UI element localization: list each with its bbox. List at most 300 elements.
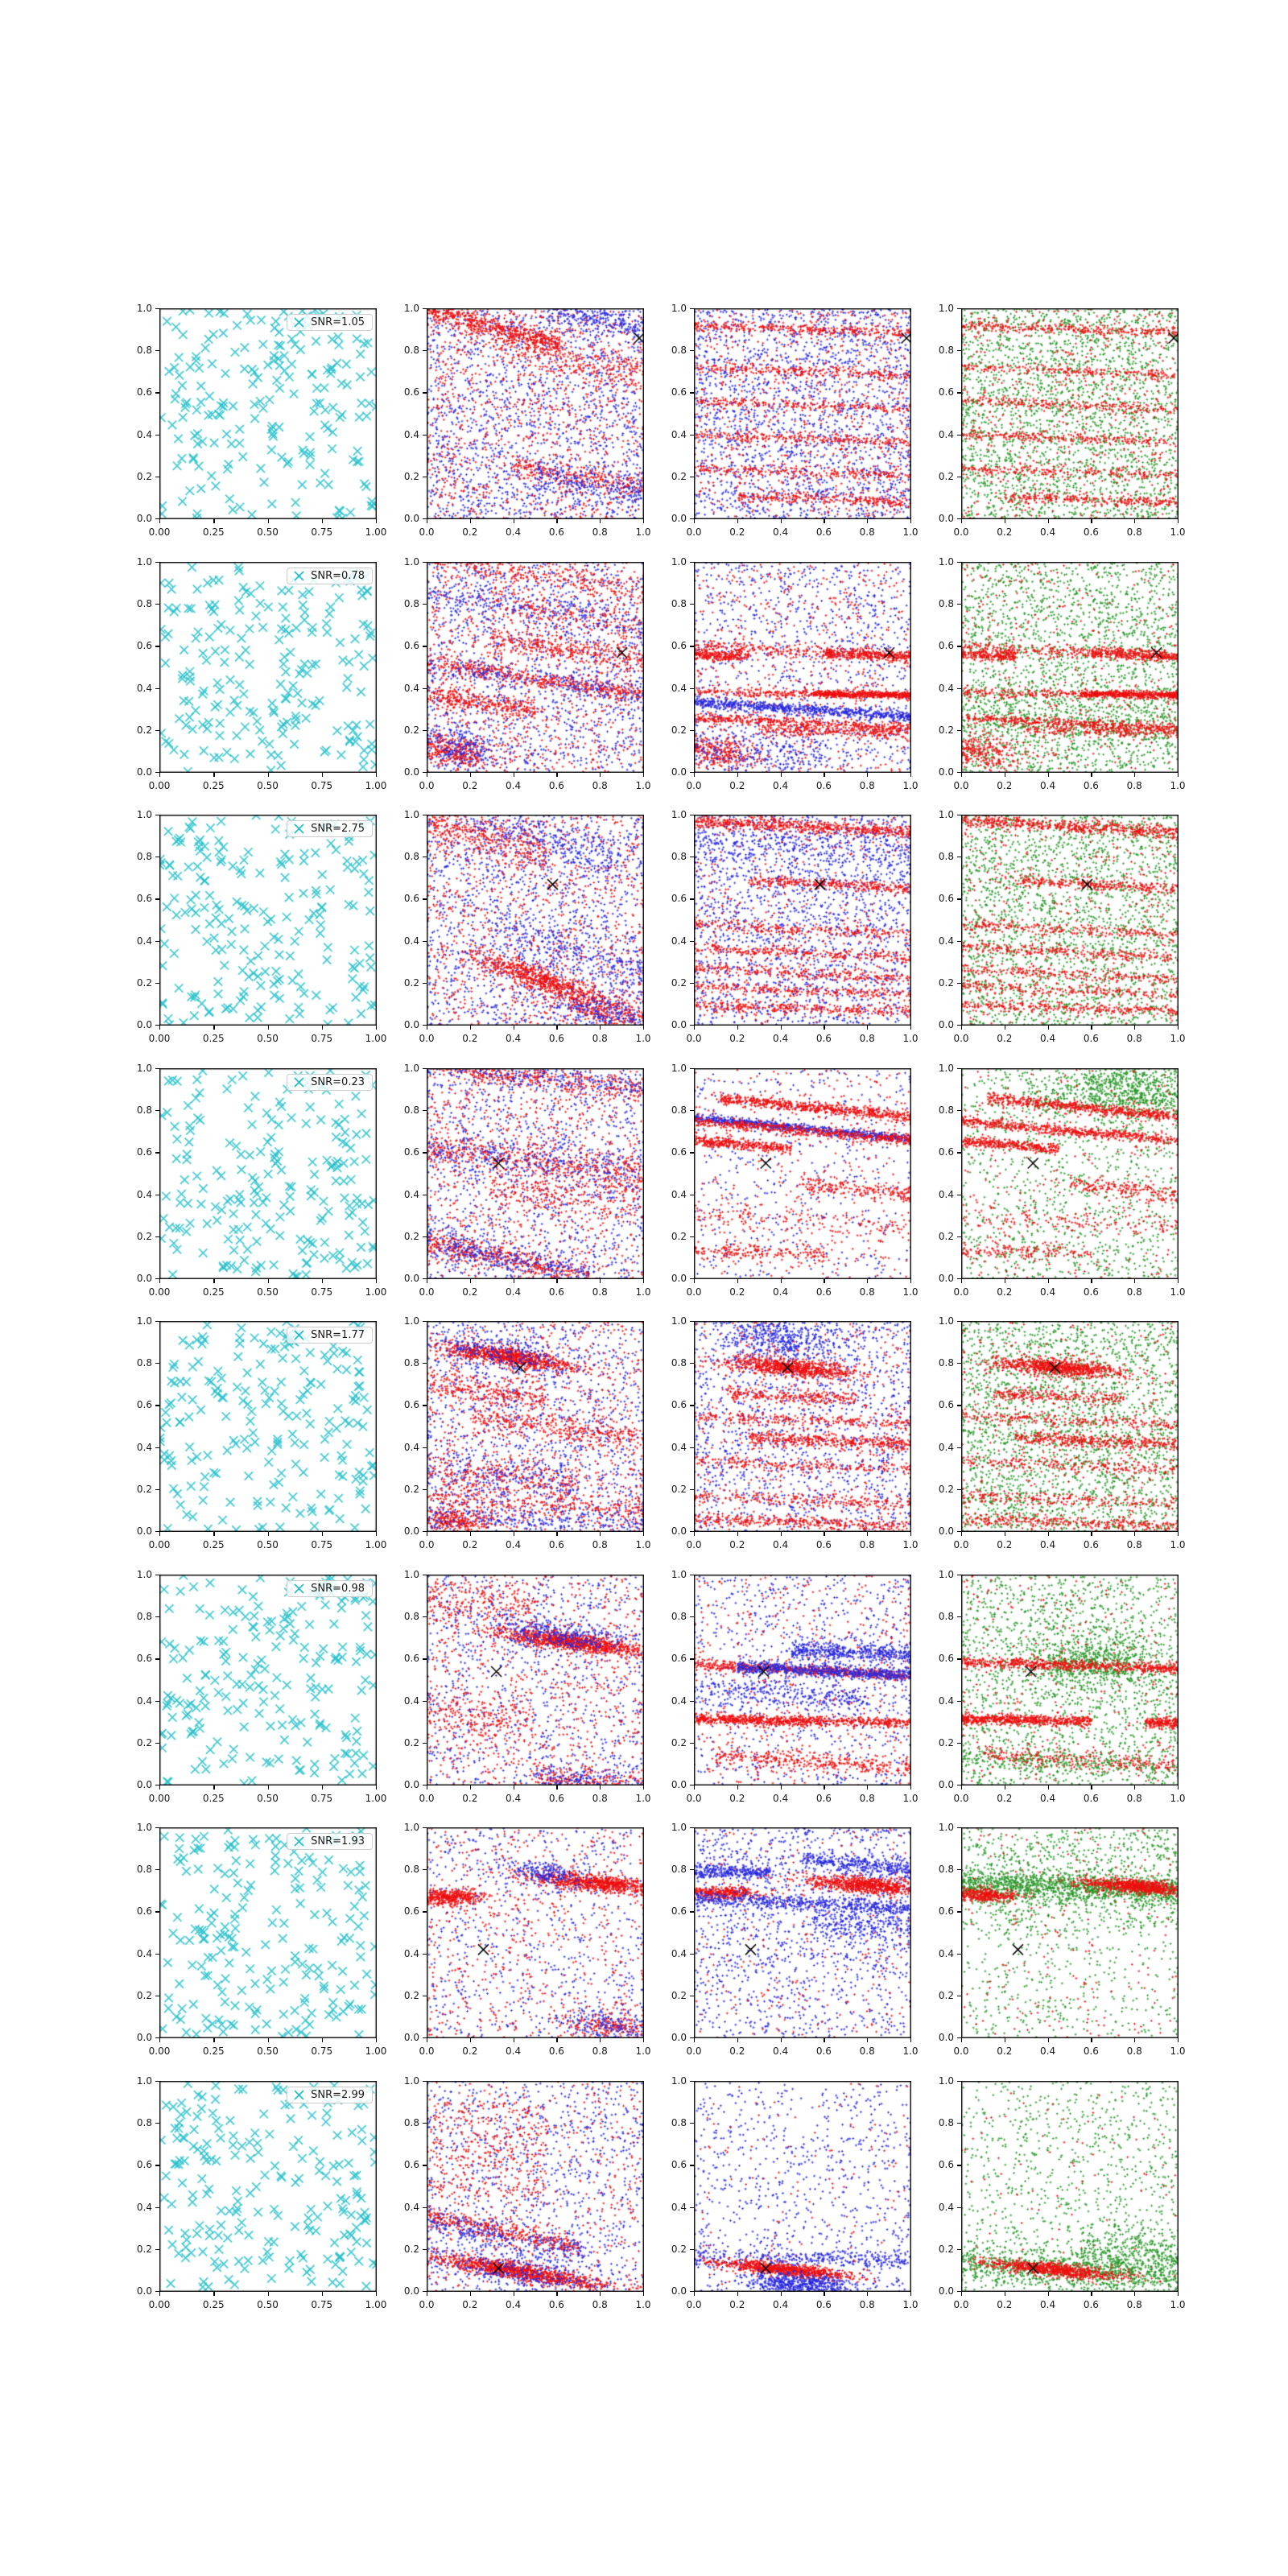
- x-tick-mark: [643, 1279, 644, 1283]
- x-tick-label: 0.50: [257, 1033, 279, 1044]
- x-tick-label: 0.2: [462, 780, 478, 791]
- x-tick-label: 0.2: [462, 526, 478, 538]
- x-tick-label: 1.0: [635, 780, 651, 791]
- subplot-row1-col2: [403, 303, 651, 538]
- scatter-canvas: [427, 1827, 644, 2038]
- y-tick-mark: [155, 308, 159, 309]
- x-tick-label: 0.0: [953, 526, 969, 538]
- x-tick-label: 0.00: [148, 2046, 171, 2057]
- y-tick-label: 0.8: [136, 2117, 152, 2129]
- x-tick-mark: [1091, 773, 1092, 777]
- x-tick-label: 0.8: [592, 1033, 608, 1044]
- y-tick-mark: [155, 898, 159, 899]
- y-tick-label: 0.6: [136, 1905, 152, 1918]
- y-tick-mark: [155, 730, 159, 731]
- y-tick-mark: [155, 688, 159, 689]
- y-tick-mark: [155, 1531, 159, 1532]
- y-tick-label: 0.2: [938, 1230, 954, 1242]
- y-tick-label: 0.0: [938, 766, 954, 778]
- y-tick-label: 0.2: [403, 724, 419, 736]
- y-tick-mark: [690, 1025, 694, 1026]
- y-tick-mark: [155, 350, 159, 351]
- y-tick-label: 1.0: [136, 303, 152, 314]
- y-tick-mark: [957, 1658, 961, 1659]
- legend-label: SNR=0.78: [311, 570, 365, 582]
- x-tick-mark: [376, 2292, 377, 2296]
- x-tick-mark: [1134, 773, 1135, 777]
- y-tick-label: 0.0: [938, 2032, 954, 2043]
- y-tick-mark: [690, 2207, 694, 2208]
- y-tick-label: 0.2: [938, 470, 954, 482]
- x-tick-label: 0.6: [548, 780, 564, 791]
- y-tick-mark: [155, 518, 159, 519]
- x-tick-mark: [910, 1532, 911, 1536]
- y-tick-label: 0.0: [938, 1525, 954, 1537]
- x-tick-label: 0.8: [1126, 1539, 1142, 1550]
- y-tick-mark: [690, 1616, 694, 1617]
- x-tick-mark: [1091, 1532, 1092, 1536]
- y-tick-label: 0.0: [403, 513, 419, 524]
- y-tick-mark: [957, 1827, 961, 1828]
- x-tick-label: 0.25: [202, 1286, 225, 1298]
- legend: [287, 1580, 373, 1597]
- y-tick-mark: [155, 392, 159, 393]
- x-tick-label: 0.25: [202, 526, 225, 538]
- y-tick-mark: [155, 1236, 159, 1237]
- y-tick-mark: [423, 518, 427, 519]
- legend-label: SNR=2.99: [311, 2089, 365, 2101]
- x-tick-label: 0.4: [1040, 1033, 1056, 1044]
- y-tick-label: 0.6: [136, 1653, 152, 1665]
- x-tick-label: 0.25: [202, 2299, 225, 2310]
- x-tick-label: 0.0: [686, 2299, 702, 2310]
- y-tick-label: 0.4: [938, 935, 954, 947]
- x-tick-label: 0.0: [686, 1793, 702, 1804]
- x-tick-mark: [268, 1279, 269, 1283]
- x-tick-label: 1.0: [902, 780, 919, 791]
- scatter-canvas: [159, 1827, 377, 2038]
- x-tick-label: 0.2: [462, 2299, 478, 2310]
- x-tick-label: 1.0: [635, 1539, 651, 1550]
- y-tick-label: 0.2: [136, 470, 152, 482]
- y-tick-label: 0.2: [136, 1989, 152, 2001]
- y-tick-label: 0.6: [136, 1146, 152, 1158]
- y-tick-mark: [423, 1152, 427, 1153]
- legend: [287, 1327, 373, 1344]
- x-tick-label: 0.00: [148, 2299, 171, 2310]
- subplot-row1-col1: [136, 303, 387, 538]
- x-tick-mark: [600, 1026, 601, 1030]
- x-tick-label: 0.4: [1040, 526, 1056, 538]
- x-tick-mark: [1178, 1532, 1179, 1536]
- x-tick-label: 0.6: [548, 1539, 564, 1550]
- y-tick-label: 0.8: [671, 598, 687, 610]
- y-tick-label: 0.0: [136, 513, 152, 524]
- y-tick-mark: [423, 1827, 427, 1828]
- y-tick-mark: [957, 1363, 961, 1364]
- y-tick-mark: [423, 1363, 427, 1364]
- x-tick-mark: [643, 1785, 644, 1790]
- x-tick-mark: [600, 1279, 601, 1283]
- scatter-canvas: [427, 562, 644, 773]
- scatter-canvas: [961, 2081, 1179, 2292]
- x-tick-mark: [322, 1532, 323, 1536]
- legend: [287, 1833, 373, 1850]
- x-tick-mark: [213, 1026, 214, 1030]
- y-tick-label: 0.6: [938, 386, 954, 398]
- subplot-row7-col3: [671, 1822, 919, 2057]
- x-tick-mark: [376, 1026, 377, 1030]
- y-tick-mark: [155, 1321, 159, 1322]
- y-tick-label: 1.0: [403, 1063, 419, 1074]
- y-tick-label: 0.2: [136, 1736, 152, 1748]
- x-tick-mark: [376, 1279, 377, 1283]
- y-tick-mark: [423, 1321, 427, 1322]
- x-tick-label: 0.6: [815, 526, 832, 538]
- y-tick-label: 0.4: [403, 1947, 419, 1959]
- x-tick-label: 1.0: [635, 1793, 651, 1804]
- y-tick-mark: [957, 2123, 961, 2124]
- y-tick-label: 0.0: [403, 766, 419, 778]
- y-tick-mark: [690, 898, 694, 899]
- x-tick-mark: [556, 773, 557, 777]
- y-tick-label: 0.6: [136, 640, 152, 652]
- x-tick-label: 0.0: [419, 2046, 435, 2057]
- x-tick-label: 0.0: [419, 1793, 435, 1804]
- legend-x-marker-icon: [293, 316, 305, 328]
- scatter-canvas: [427, 815, 644, 1026]
- y-tick-mark: [690, 350, 694, 351]
- x-tick-mark: [737, 2038, 738, 2042]
- y-tick-label: 0.6: [403, 1399, 419, 1411]
- y-tick-mark: [957, 392, 961, 393]
- y-tick-label: 0.2: [671, 976, 687, 989]
- x-tick-mark: [1178, 1026, 1179, 1030]
- x-tick-label: 1.00: [365, 526, 387, 538]
- scatter-canvas: [961, 1575, 1179, 1785]
- y-tick-mark: [155, 2207, 159, 2208]
- y-tick-mark: [423, 1447, 427, 1448]
- y-tick-mark: [423, 688, 427, 689]
- y-tick-label: 0.0: [403, 1019, 419, 1030]
- y-tick-mark: [423, 1110, 427, 1111]
- y-tick-mark: [957, 898, 961, 899]
- y-tick-label: 0.2: [403, 1483, 419, 1495]
- x-tick-label: 0.0: [686, 2046, 702, 2057]
- y-tick-mark: [690, 941, 694, 942]
- y-tick-mark: [957, 1236, 961, 1237]
- x-tick-mark: [322, 519, 323, 523]
- y-tick-label: 0.8: [671, 1864, 687, 1876]
- y-tick-label: 0.6: [938, 640, 954, 652]
- x-tick-mark: [961, 1785, 962, 1790]
- y-tick-label: 1.0: [671, 1569, 687, 1580]
- x-tick-label: 0.6: [1083, 1539, 1099, 1550]
- x-tick-mark: [961, 773, 962, 777]
- legend: [287, 2087, 373, 2103]
- y-tick-label: 0.8: [136, 1864, 152, 1876]
- y-tick-mark: [690, 772, 694, 773]
- x-tick-label: 0.8: [592, 2046, 608, 2057]
- y-tick-label: 0.6: [403, 2159, 419, 2171]
- y-tick-label: 1.0: [671, 1822, 687, 1833]
- y-tick-label: 1.0: [136, 2075, 152, 2087]
- y-tick-label: 0.2: [136, 1230, 152, 1242]
- y-tick-label: 0.8: [938, 1357, 954, 1369]
- y-tick-label: 0.6: [136, 893, 152, 905]
- x-tick-label: 0.4: [1040, 2046, 1056, 2057]
- x-tick-label: 1.0: [902, 2299, 919, 2310]
- x-tick-label: 0.0: [419, 1033, 435, 1044]
- y-tick-label: 0.4: [136, 935, 152, 947]
- y-tick-label: 0.0: [938, 2285, 954, 2297]
- y-tick-label: 1.0: [938, 1569, 954, 1580]
- y-tick-mark: [957, 983, 961, 984]
- x-tick-label: 0.4: [1040, 1539, 1056, 1550]
- subplot-row4-col4: [938, 1063, 1186, 1298]
- x-tick-label: 0.75: [311, 1539, 333, 1550]
- y-tick-label: 0.2: [403, 470, 419, 482]
- x-tick-mark: [961, 1532, 962, 1536]
- scatter-canvas: [159, 308, 377, 519]
- y-tick-label: 0.4: [938, 1188, 954, 1200]
- x-tick-label: 0.6: [815, 2046, 832, 2057]
- y-tick-label: 0.4: [671, 682, 687, 694]
- y-tick-label: 1.0: [938, 556, 954, 568]
- x-tick-mark: [694, 1026, 695, 1030]
- y-tick-label: 0.4: [938, 428, 954, 440]
- y-tick-mark: [155, 1363, 159, 1364]
- x-tick-mark: [159, 519, 160, 523]
- y-tick-label: 0.0: [136, 2285, 152, 2297]
- x-tick-label: 0.4: [506, 780, 522, 791]
- y-tick-label: 0.4: [136, 1441, 152, 1453]
- y-tick-label: 0.6: [938, 1653, 954, 1665]
- y-tick-mark: [690, 1321, 694, 1322]
- y-tick-mark: [957, 604, 961, 605]
- subplot-row2-col2: [403, 556, 651, 791]
- y-tick-mark: [957, 1278, 961, 1279]
- x-tick-label: 0.8: [859, 1033, 875, 1044]
- x-tick-label: 0.8: [592, 2299, 608, 2310]
- subplot-row7-col1: [136, 1822, 387, 2057]
- x-tick-mark: [961, 1026, 962, 1030]
- y-tick-mark: [957, 941, 961, 942]
- y-tick-mark: [155, 1658, 159, 1659]
- x-tick-label: 1.0: [635, 1033, 651, 1044]
- y-tick-label: 1.0: [403, 556, 419, 568]
- x-tick-label: 0.75: [311, 1033, 333, 1044]
- x-tick-label: 0.8: [1126, 780, 1142, 791]
- subplot-row7-col2: [403, 1822, 651, 2057]
- y-tick-mark: [957, 1025, 961, 1026]
- x-tick-label: 0.8: [592, 526, 608, 538]
- x-tick-mark: [556, 519, 557, 523]
- y-tick-label: 0.4: [136, 682, 152, 694]
- y-tick-mark: [690, 2037, 694, 2038]
- subplot-row3-col1: [136, 809, 387, 1044]
- y-tick-label: 1.0: [938, 1822, 954, 1833]
- x-tick-label: 1.00: [365, 1539, 387, 1550]
- y-tick-label: 0.2: [403, 1989, 419, 2001]
- subplot-row6-col3: [671, 1569, 919, 1804]
- y-tick-label: 0.2: [671, 2243, 687, 2255]
- x-tick-label: 0.6: [1083, 2299, 1099, 2310]
- legend-label: SNR=1.77: [311, 1329, 365, 1341]
- x-tick-label: 1.00: [365, 1033, 387, 1044]
- x-tick-mark: [910, 2038, 911, 2042]
- x-tick-label: 0.00: [148, 1793, 171, 1804]
- y-tick-mark: [423, 1616, 427, 1617]
- y-tick-mark: [690, 2081, 694, 2082]
- y-tick-label: 0.0: [136, 766, 152, 778]
- y-tick-label: 1.0: [403, 2075, 419, 2087]
- x-tick-mark: [159, 1532, 160, 1536]
- x-tick-mark: [213, 2292, 214, 2296]
- x-tick-mark: [470, 519, 471, 523]
- y-tick-mark: [155, 983, 159, 984]
- x-tick-mark: [159, 1279, 160, 1283]
- x-tick-mark: [737, 1785, 738, 1790]
- y-tick-mark: [155, 1869, 159, 1870]
- y-tick-label: 0.8: [403, 851, 419, 863]
- legend-x-marker-icon: [293, 1076, 305, 1088]
- x-tick-mark: [643, 2038, 644, 2042]
- y-tick-label: 0.4: [403, 682, 419, 694]
- x-tick-label: 0.25: [202, 1033, 225, 1044]
- x-tick-label: 0.50: [257, 526, 279, 538]
- scatter-canvas: [427, 1575, 644, 1785]
- x-tick-mark: [867, 2038, 868, 2042]
- y-tick-label: 0.8: [136, 1611, 152, 1623]
- x-tick-mark: [1091, 2038, 1092, 2042]
- y-tick-label: 0.0: [403, 1779, 419, 1790]
- x-tick-label: 0.2: [462, 1033, 478, 1044]
- y-tick-mark: [690, 2123, 694, 2124]
- x-tick-label: 1.0: [902, 2046, 919, 2057]
- y-tick-mark: [690, 2291, 694, 2292]
- x-tick-label: 0.4: [506, 2046, 522, 2057]
- y-tick-mark: [690, 1954, 694, 1955]
- x-tick-label: 0.0: [953, 1033, 969, 1044]
- y-tick-label: 0.8: [938, 1104, 954, 1117]
- y-tick-label: 0.4: [136, 1947, 152, 1959]
- scatter-canvas: [694, 1827, 911, 2038]
- x-tick-label: 0.4: [506, 1286, 522, 1298]
- y-tick-label: 0.8: [938, 1611, 954, 1623]
- x-tick-mark: [1178, 1785, 1179, 1790]
- x-tick-label: 0.0: [686, 526, 702, 538]
- x-tick-mark: [268, 1532, 269, 1536]
- subplot-row5-col1: [136, 1315, 387, 1550]
- y-tick-label: 0.8: [938, 345, 954, 357]
- y-tick-mark: [423, 1869, 427, 1870]
- x-tick-label: 0.8: [1126, 2046, 1142, 2057]
- x-tick-label: 0.2: [462, 1793, 478, 1804]
- x-tick-label: 0.6: [815, 1793, 832, 1804]
- x-tick-label: 0.0: [419, 1539, 435, 1550]
- legend-x-marker-icon: [293, 823, 305, 835]
- x-tick-mark: [1048, 1532, 1049, 1536]
- y-tick-mark: [423, 1911, 427, 1912]
- y-tick-label: 0.2: [403, 2243, 419, 2255]
- y-tick-mark: [690, 730, 694, 731]
- x-tick-label: 0.2: [997, 1539, 1013, 1550]
- scatter-canvas: [694, 1321, 911, 1532]
- x-tick-label: 0.4: [506, 1539, 522, 1550]
- y-tick-mark: [957, 1531, 961, 1532]
- x-tick-label: 1.00: [365, 2046, 387, 2057]
- x-tick-mark: [867, 1026, 868, 1030]
- x-tick-label: 0.0: [686, 1286, 702, 1298]
- y-tick-mark: [957, 1701, 961, 1702]
- legend-label: SNR=0.98: [311, 1583, 365, 1595]
- x-tick-mark: [1048, 773, 1049, 777]
- x-tick-mark: [867, 2292, 868, 2296]
- legend-x-marker-icon: [293, 2089, 305, 2101]
- x-tick-mark: [600, 1785, 601, 1790]
- scatter-canvas: [961, 1827, 1179, 2038]
- scatter-canvas: [961, 1321, 1179, 1532]
- x-tick-mark: [1048, 519, 1049, 523]
- y-tick-label: 0.8: [671, 851, 687, 863]
- scatter-canvas: [961, 308, 1179, 519]
- y-tick-mark: [957, 688, 961, 689]
- x-tick-label: 0.0: [686, 1033, 702, 1044]
- y-tick-mark: [690, 1110, 694, 1111]
- subplot-row1-col3: [671, 303, 919, 538]
- x-tick-label: 0.2: [729, 526, 745, 538]
- y-tick-label: 0.2: [671, 1230, 687, 1242]
- legend: [287, 314, 373, 331]
- x-tick-mark: [600, 519, 601, 523]
- y-tick-label: 0.8: [403, 1864, 419, 1876]
- subplot-row8-col1: [136, 2075, 387, 2310]
- y-tick-label: 0.0: [403, 2285, 419, 2297]
- y-tick-label: 0.2: [671, 1736, 687, 1748]
- x-tick-label: 0.4: [773, 2299, 789, 2310]
- x-tick-label: 0.4: [1040, 2299, 1056, 2310]
- y-tick-mark: [155, 1701, 159, 1702]
- x-tick-label: 0.4: [506, 526, 522, 538]
- y-tick-mark: [690, 2249, 694, 2250]
- x-tick-mark: [600, 773, 601, 777]
- y-tick-mark: [690, 1489, 694, 1490]
- legend: [287, 568, 373, 584]
- y-tick-mark: [423, 350, 427, 351]
- x-tick-mark: [1091, 519, 1092, 523]
- x-tick-label: 0.75: [311, 2299, 333, 2310]
- x-tick-mark: [910, 1026, 911, 1030]
- y-tick-mark: [155, 1068, 159, 1069]
- x-tick-label: 0.4: [506, 1793, 522, 1804]
- y-tick-label: 0.2: [938, 1736, 954, 1748]
- y-tick-label: 0.2: [403, 1736, 419, 1748]
- x-tick-label: 0.2: [462, 2046, 478, 2057]
- x-tick-mark: [600, 1532, 601, 1536]
- x-tick-mark: [1091, 2292, 1092, 2296]
- x-tick-mark: [268, 2292, 269, 2296]
- legend-label: SNR=0.23: [311, 1076, 365, 1088]
- x-tick-label: 0.4: [773, 526, 789, 538]
- y-tick-mark: [155, 1405, 159, 1406]
- x-tick-mark: [600, 2038, 601, 2042]
- x-tick-mark: [737, 519, 738, 523]
- legend-x-marker-icon: [293, 1583, 305, 1595]
- x-tick-label: 1.0: [1170, 1793, 1186, 1804]
- x-tick-mark: [961, 1279, 962, 1283]
- x-tick-label: 0.0: [419, 780, 435, 791]
